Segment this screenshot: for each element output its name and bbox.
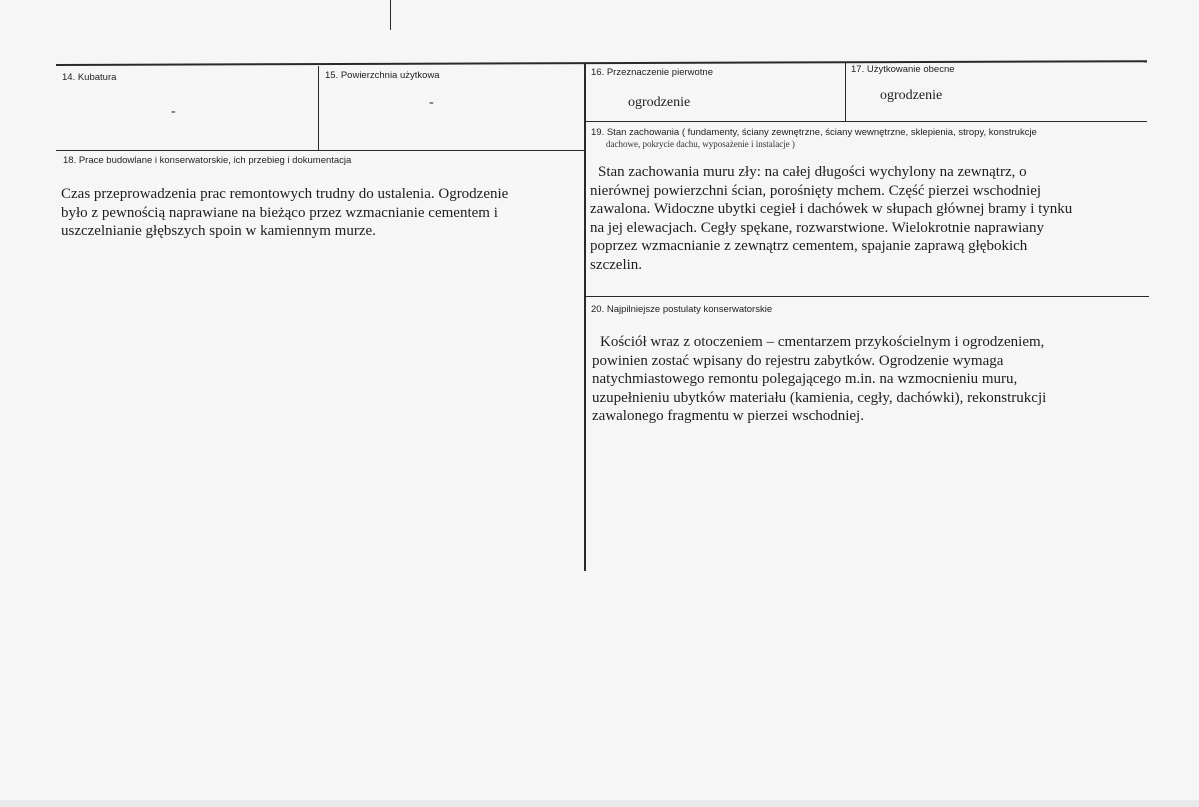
kubatura-divider bbox=[318, 66, 319, 151]
kubatura-value: - bbox=[171, 104, 176, 119]
prace-line: Czas przeprowadzenia prac remontowych trudny do ustalenia. Ogrodzenie bbox=[61, 186, 509, 202]
f19-top-line bbox=[586, 121, 1147, 122]
top-tick-line bbox=[390, 0, 391, 30]
prace-label: 18. Prace budowlane i konserwatorskie, ich przebieg i dokumentacja bbox=[63, 155, 352, 166]
stan-line: szczelin. bbox=[590, 256, 643, 273]
header-top-line bbox=[56, 60, 1147, 65]
f20-top-line bbox=[586, 296, 1149, 297]
main-vertical-divider bbox=[584, 63, 586, 571]
kubatura-label: 14. Kubatura bbox=[62, 72, 117, 83]
przeznaczenie-value: ogrodzenie bbox=[628, 95, 691, 110]
stan-text bbox=[590, 163, 1145, 275]
stan-line: Stan zachowania muru zły: na całej długości wychylony na zewnątrz, o bbox=[598, 164, 1027, 180]
stan-line: nierównej powierzchni ścian, porośnięty mchem. Część pierzei wschodniej bbox=[590, 182, 1042, 199]
postulaty-line: Kościół wraz z otoczeniem – cmentarzem przykościelnym i ogrodzeniem, bbox=[600, 334, 1045, 350]
postulaty-line: natychmiastowego remontu polegającego m.in. na wzmocnieniu muru, bbox=[592, 371, 1018, 388]
postulaty-label: 20. Najpilniejsze postulaty konserwatorskie bbox=[591, 304, 773, 315]
scan-bottom-edge bbox=[0, 800, 1199, 807]
f18-top-line bbox=[56, 150, 585, 151]
uzytkowanie-label: 17. Użytkowanie obecne bbox=[851, 64, 955, 75]
powierzchnia-label: 15. Powierzchnia użytkowa bbox=[325, 70, 440, 81]
stan-line: poprzez wzmacnianie z zewnątrz cementem, spajanie zaprawą głębokich bbox=[590, 238, 1028, 255]
postulaty-line: uzupełnieniu ubytków materiału (kamienia, cegły, dachówki), rekonstrukcji bbox=[592, 389, 1047, 406]
przeznaczenie-label: 16. Przeznaczenie pierwotne bbox=[591, 67, 713, 78]
stan-line: na jej elewacjach. Cegły spękane, rozwarstwione. Wielokrotnie naprawiany bbox=[590, 219, 1044, 236]
prace-line: było z pewnością naprawiane na bieżąco przez wzmacnianie cementem i bbox=[61, 204, 498, 221]
prace-text bbox=[61, 185, 581, 241]
prace-line: uszczelnianie głębszych spoin w kamiennym murze. bbox=[61, 223, 376, 240]
powierzchnia-value: - bbox=[429, 95, 434, 110]
postulaty-text bbox=[592, 333, 1147, 426]
postulaty-line: zawalonego fragmentu w pierzei wschodniej. bbox=[592, 408, 864, 425]
f16-f17-divider bbox=[845, 62, 846, 122]
stan-label: 19. Stan zachowania ( fundamenty, ściany zewnętrzne, ściany wewnętrzne, sklepienia, stropy, konstrukcje bbox=[591, 127, 1037, 138]
uzytkowanie-value: ogrodzenie bbox=[880, 88, 943, 103]
postulaty-line: powinien zostać wpisany do rejestru zabytków. Ogrodzenie wymaga bbox=[592, 352, 1004, 369]
stan-line: zawalona. Widoczne ubytki cegieł i dachówek w słupach głównej bramy i tynku bbox=[590, 201, 1073, 218]
stan-label-continued: dachowe, pokrycie dachu, wyposażenie i instalacje ) bbox=[606, 139, 795, 149]
